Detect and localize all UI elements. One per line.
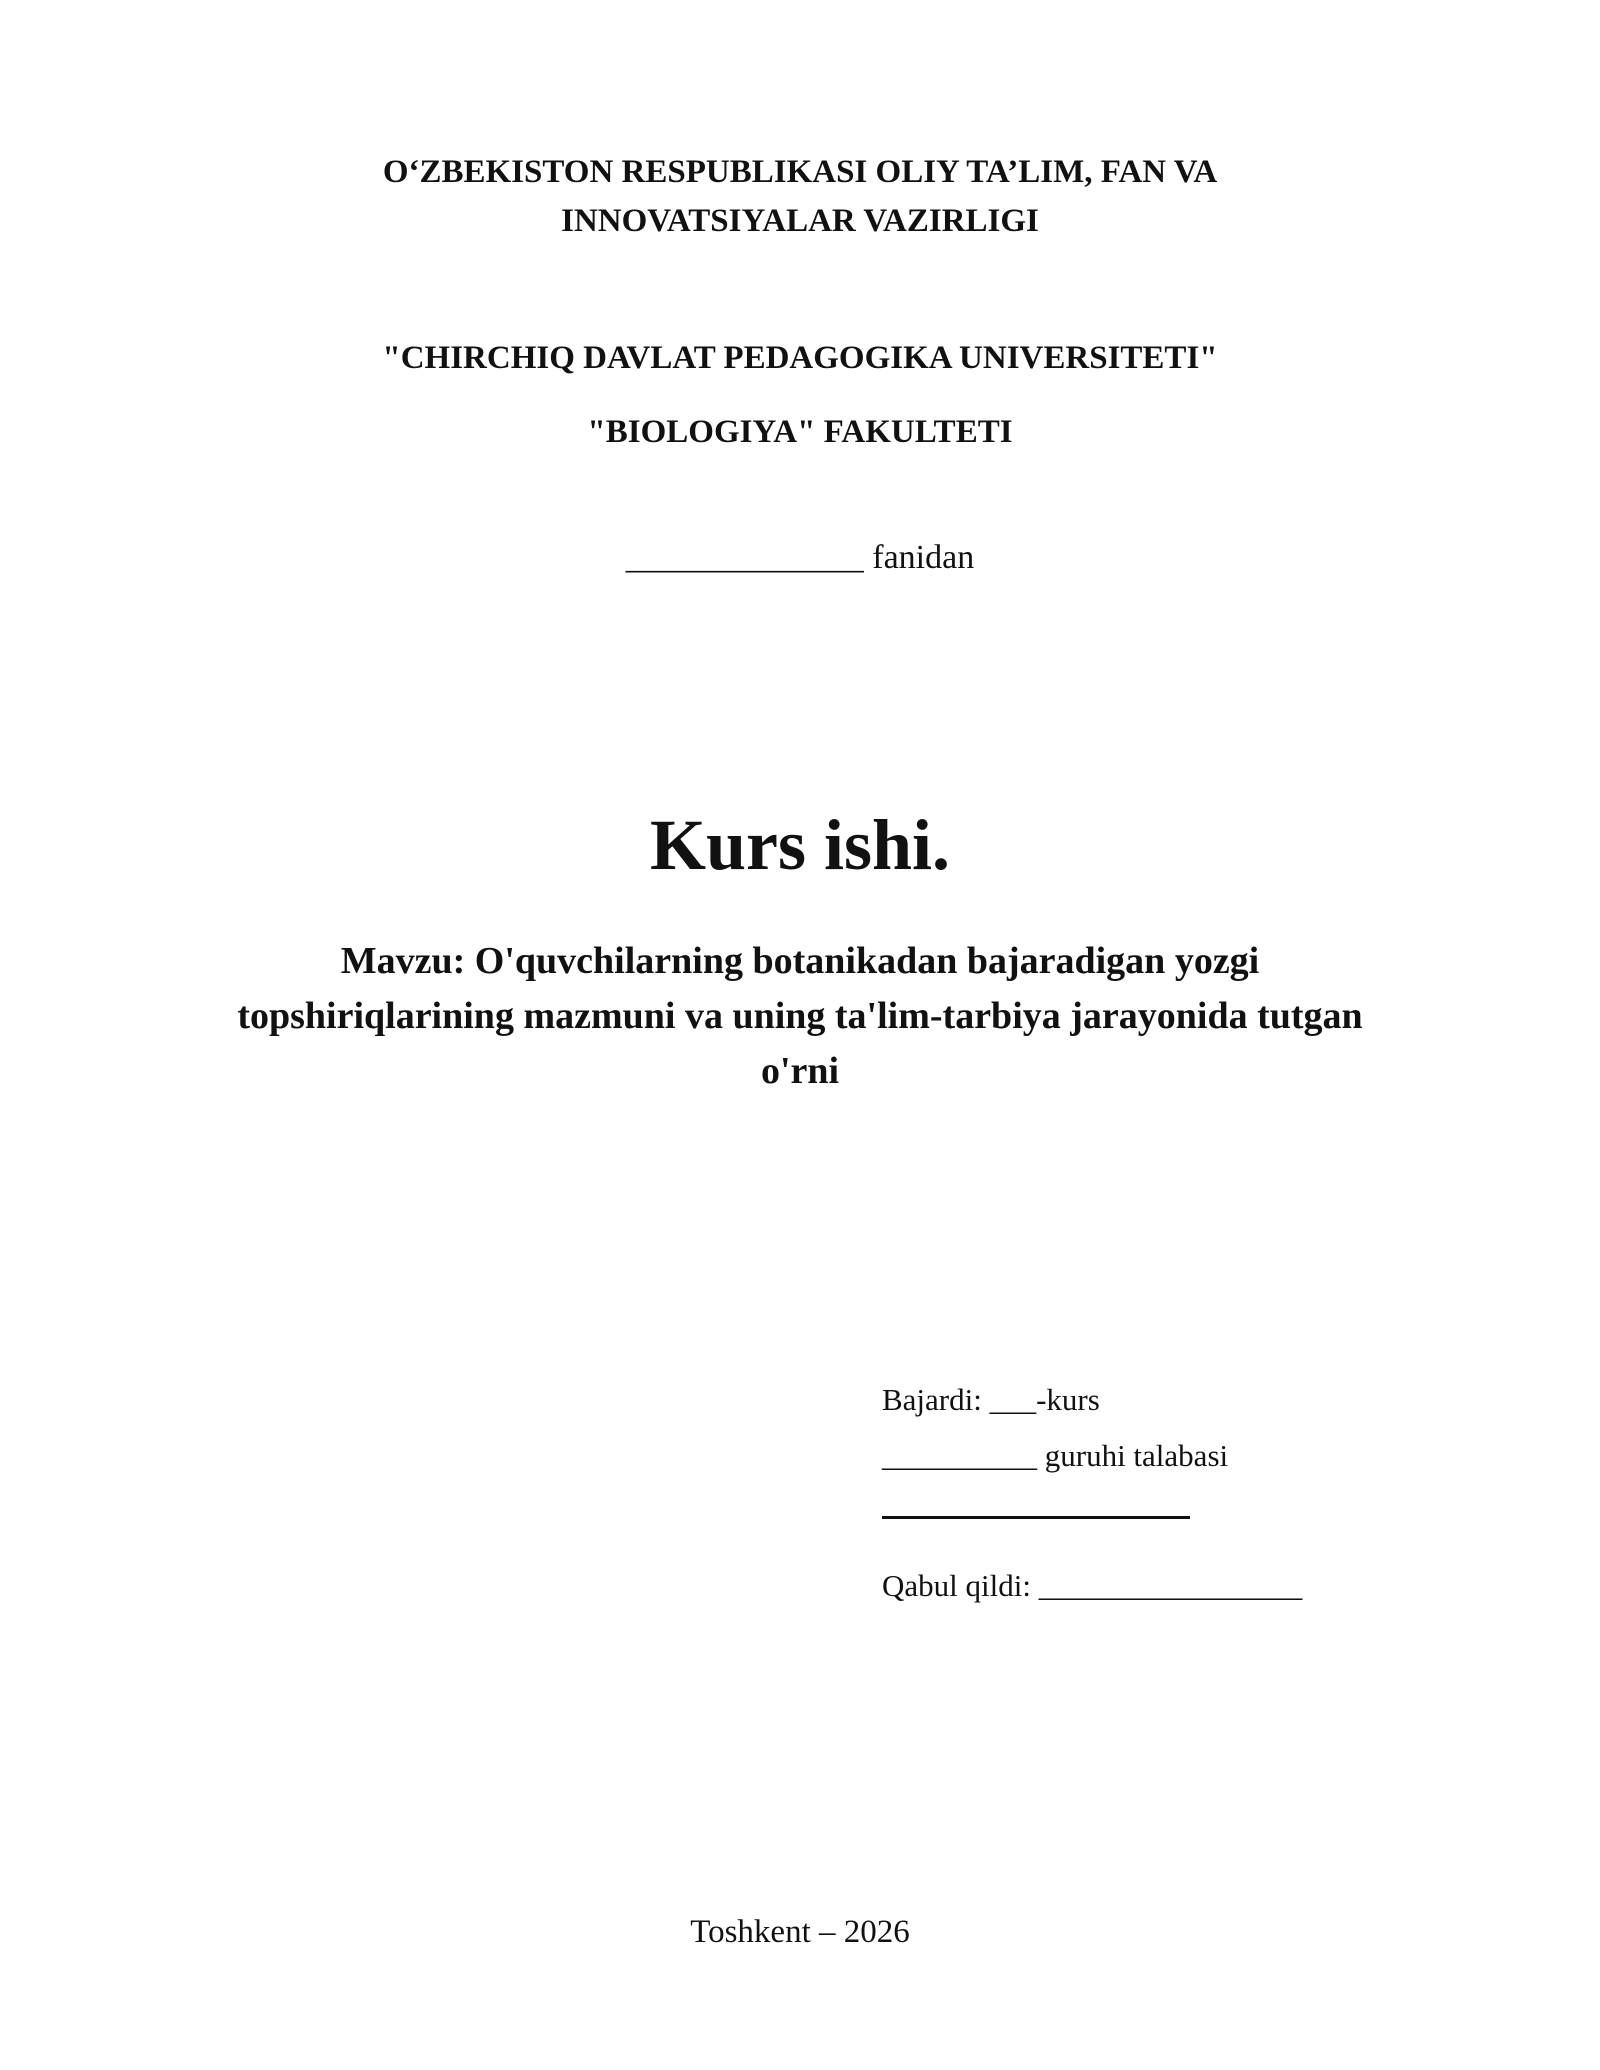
subject-line: ______________ fanidan bbox=[625, 539, 975, 576]
city-year-footer: Toshkent – 2026 bbox=[690, 1914, 910, 1950]
group-student-line: __________ guruhi talabasi bbox=[882, 1438, 1229, 1473]
topic-line1: Mavzu: O'quvchilarning botanikadan bajaradigan yozgi bbox=[340, 940, 1260, 982]
ministry-title bbox=[0, 148, 1600, 246]
ministry-title-line2: INNOVATSIYALAR VAZIRLIGI bbox=[561, 203, 1039, 239]
topic-title bbox=[0, 934, 1600, 1099]
accepted-by-line: Qabul qildi: _________________ bbox=[882, 1568, 1303, 1603]
student-name-underline bbox=[882, 1516, 1190, 1519]
document-type-title: Kurs ishi. bbox=[649, 805, 951, 885]
topic-line2: topshiriqlarining mazmuni va uning ta'lim-tarbiya jarayonida tutgan bbox=[237, 995, 1363, 1037]
completed-by-line: Bajardi: ___-kurs bbox=[882, 1382, 1100, 1417]
faculty-name: "BIOLOGIYA" FAKULTETI bbox=[587, 414, 1013, 450]
ministry-title-line1: O‘ZBEKISTON RESPUBLIKASI OLIY TA’LIM, FAN VA bbox=[382, 154, 1218, 190]
topic-line3: o'rni bbox=[760, 1050, 840, 1092]
university-name: "CHIRCHIQ DAVLAT PEDAGOGIKA UNIVERSITETI" bbox=[382, 340, 1218, 376]
